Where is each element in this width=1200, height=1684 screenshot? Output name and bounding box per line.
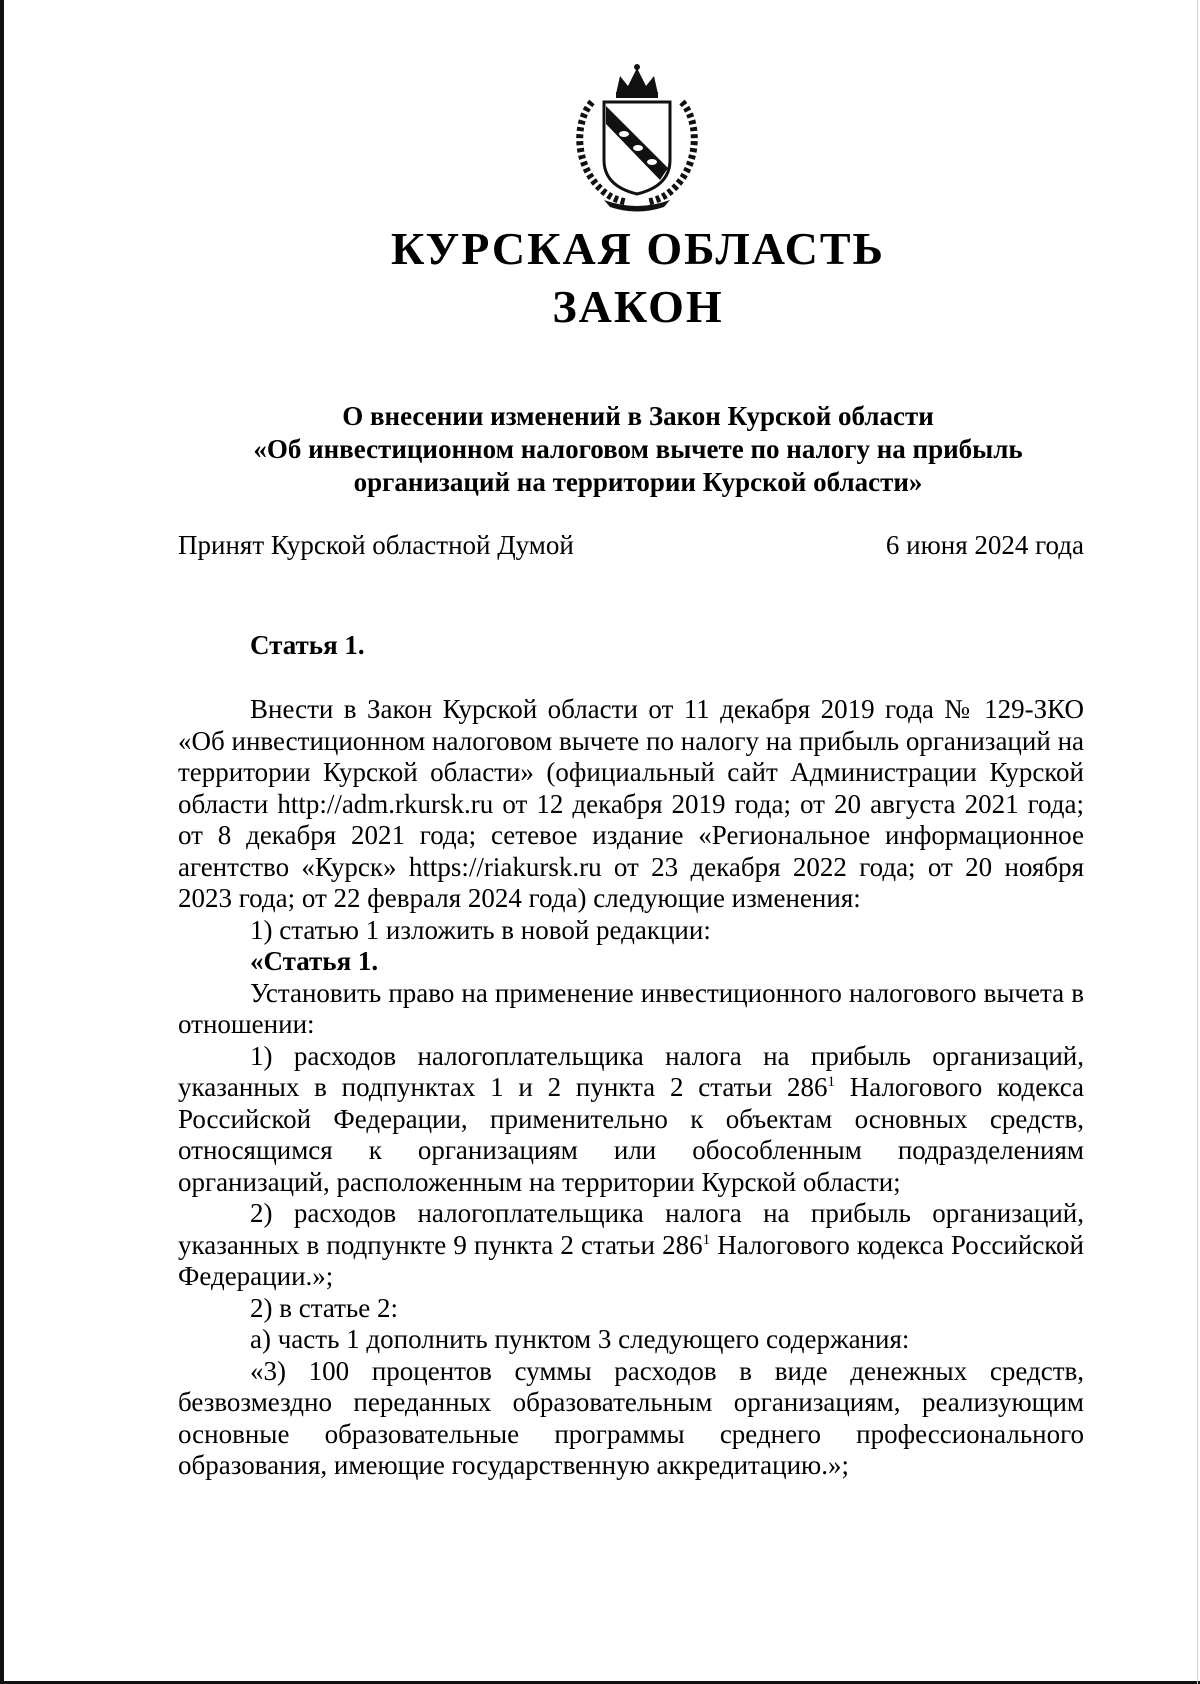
adopted-by: Принят Курской областной Думой — [178, 530, 574, 560]
text-run: 2) расходов налогоплательщика налога на прибыль организаций, указанных в подпункте 9 пункта 2 статьи 286 — [178, 1198, 1084, 1260]
coat-of-arms-icon — [564, 62, 710, 212]
law-title-line: организаций на территории Курской области» — [353, 467, 923, 497]
law-title-line: О внесении изменений в Закон Курской области — [342, 401, 934, 431]
text-run: 1) расходов налогоплательщика налога на прибыль организаций, указанных в подпунктах 1 и 2 пункта 2 статьи 286 — [178, 1040, 1084, 1102]
article-heading: Статья 1. — [250, 630, 365, 660]
paragraph — [178, 1198, 1084, 1293]
document-type-heading: ЗАКОН — [552, 281, 724, 332]
text-run: Налогового кодекса Российской Федерации.»; — [178, 1229, 1084, 1291]
text-run: Налогового кодекса Российской Федерации, применительно к объектам основных средств, относящимся к организациям или обособленным подразделениям организаций, расположенным на территории Курской области; — [178, 1072, 1084, 1197]
superscript: 1 — [702, 1231, 711, 1248]
paragraph: «Статья 1. — [250, 946, 379, 976]
paragraph: 2) в статье 2: — [250, 1292, 398, 1323]
paragraph: а) часть 1 дополнить пунктом 3 следующего содержания: — [250, 1324, 910, 1354]
adoption-date: 6 июня 2024 года — [885, 530, 1084, 560]
paragraph — [178, 1041, 1084, 1199]
law-title-line: «Об инвестиционном налоговом вычете по налогу на прибыль — [253, 434, 1023, 464]
paragraph: Установить право на применение инвестиционного налогового вычета в отношении: — [178, 977, 1084, 1039]
article-body — [178, 694, 1084, 1482]
paragraph: «3) 100 процентов суммы расходов в виде денежных средств, безвозмездно переданных образовательным организациям, реализующим основные образовательные программы среднего профессионального образования, имеющие государственную аккредитацию.»; — [178, 1355, 1084, 1480]
law-title — [4, 400, 1200, 499]
paragraph: 1) статью 1 изложить в новой редакции: — [250, 914, 711, 945]
adoption-info — [178, 530, 1084, 561]
superscript: 1 — [827, 1074, 835, 1090]
region-heading: КУРСКАЯ ОБЛАСТЬ — [391, 223, 885, 274]
paragraph: Внести в Закон Курской области от 11 декабря 2019 года № 129-ЗКО «Об инвестиционном налоговом вычете по налогу на прибыль организаций на территории Курской области» (официальный сайт Администрации Курской области http://adm.rkursk.ru от 12 декабря 2019 года; от 20 августа 2021 года; от 8 декабря 2021 года; сетевое издание «Региональное информационное агентство «Курск» https://riakursk.ru от 23 декабря 2022 года; от 20 ноября 2023 года; от 22 февраля 2024 года) следующие изменения: — [178, 694, 1084, 913]
